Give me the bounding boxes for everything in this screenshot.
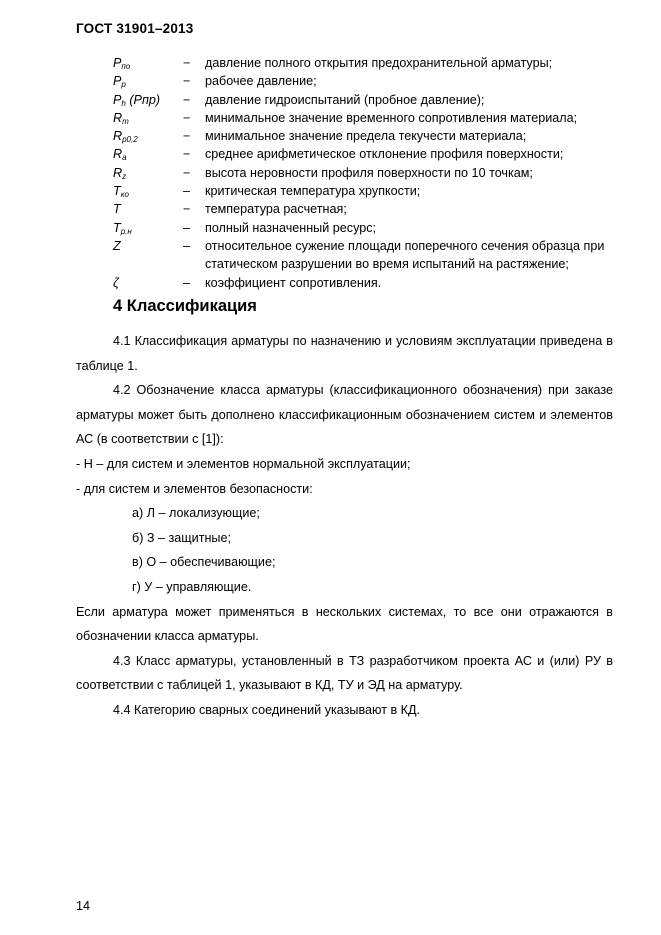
list-item: - Н – для систем и элементов нормальной эксплуатации; — [76, 456, 411, 471]
definition-dash: – — [183, 238, 191, 253]
definition-dash: − — [183, 165, 191, 180]
definition-row — [113, 182, 633, 200]
definition-dash: − — [183, 147, 191, 162]
definition-symbol: ζ — [113, 275, 119, 290]
paragraph-4-1: 4.1 Классификация арматуры по назначению и условиям эксплуатации приведена в таблице 1. — [76, 334, 613, 373]
definition-row — [113, 237, 633, 274]
section-body — [76, 329, 613, 723]
definition-dash: − — [183, 129, 191, 144]
definition-dash: – — [183, 220, 191, 235]
definition-symbol: $T_{ко}$ — [113, 184, 129, 200]
definition-row — [113, 164, 633, 182]
page-number: 14 — [76, 899, 91, 913]
paragraph-4-3: 4.3 Класс арматуры, установленный в ТЗ разработчиком проекта АС и (или) РУ в соответствии с таблицей 1, указывают в КД, ТУ и ЭД на арматуру. — [76, 653, 613, 693]
definition-row — [113, 109, 633, 127]
paragraph-4-2: 4.2 Обозначение класса арматуры (классификационного обозначения) при заказе арматуры может быть дополнено классификационным обозначением систем и элементов АС (в соответствии с [1]): — [76, 383, 613, 447]
definition-dash: – — [183, 275, 191, 290]
definition-symbol: $R_a$ — [113, 147, 127, 163]
definition-text: высота неровности профиля поверхности по 10 точкам; — [205, 165, 533, 180]
definition-symbol: $P_h$ (Pпр) — [113, 92, 161, 108]
definition-dash: − — [183, 56, 191, 70]
definition-text: минимальное значение временного сопротивления материала; — [205, 110, 578, 125]
definition-text: давление гидроиспытаний (пробное давление); — [205, 92, 485, 107]
definition-symbol: $R_z$ — [113, 165, 127, 181]
definition-text: полный назначенный ресурс; — [205, 220, 377, 235]
definition-symbol: $R_m$ — [113, 110, 129, 126]
document-header: ГОСТ 31901–2013 — [76, 21, 194, 36]
sublist-item: г) У – управляющие. — [132, 579, 252, 594]
definition-dash: − — [183, 92, 191, 107]
definition-row — [113, 219, 633, 237]
sublist-item: а) Л – локализующие; — [132, 506, 260, 521]
definition-row — [113, 91, 633, 109]
definition-text: относительное сужение площади поперечного сечения образца при статическом разрушении во время испытаний на растяжение; — [205, 238, 605, 272]
definition-dash: − — [183, 74, 191, 89]
list-item: - для систем и элементов безопасности: — [76, 481, 313, 496]
definition-text: рабочее давление; — [205, 74, 317, 89]
definition-symbol: T — [113, 202, 121, 217]
definition-dash: − — [183, 202, 191, 217]
definition-row — [113, 72, 633, 90]
definition-symbol: $R_{р0,2}$ — [113, 129, 138, 145]
definition-dash: − — [183, 110, 191, 125]
definition-row — [113, 127, 633, 145]
paragraph-4-4: 4.4 Категорию сварных соединений указывают в КД. — [113, 702, 421, 717]
symbol-definitions-list — [113, 54, 633, 292]
definition-dash: – — [183, 184, 191, 199]
definition-row — [113, 200, 633, 218]
definition-text: давление полного открытия предохранительной арматуры; — [205, 56, 553, 70]
paragraph-note: Если арматура может применяться в нескольких системах, то все они отражаются в обозначении класса арматуры. — [76, 604, 613, 644]
definition-text: минимальное значение предела текучести материала; — [205, 129, 527, 144]
definition-symbol: $P_р$ — [113, 74, 126, 90]
definition-text: температура расчетная; — [205, 202, 347, 217]
definition-text: среднее арифметическое отклонение профиля поверхности; — [205, 147, 564, 162]
definition-row — [113, 274, 633, 292]
definition-row — [113, 54, 633, 72]
definition-symbol: $T_{р.н}$ — [113, 220, 132, 236]
sublist-item: б) З – защитные; — [132, 530, 231, 545]
definition-symbol: $P_{по}$ — [113, 56, 131, 71]
definition-text: коэффициент сопротивления. — [205, 275, 382, 290]
definition-row — [113, 145, 633, 163]
section-heading: 4 Классификация — [113, 297, 257, 315]
definition-symbol: Z — [113, 238, 121, 253]
definition-text: критическая температура хрупкости; — [205, 184, 421, 199]
sublist-item: в) О – обеспечивающие; — [132, 555, 276, 570]
